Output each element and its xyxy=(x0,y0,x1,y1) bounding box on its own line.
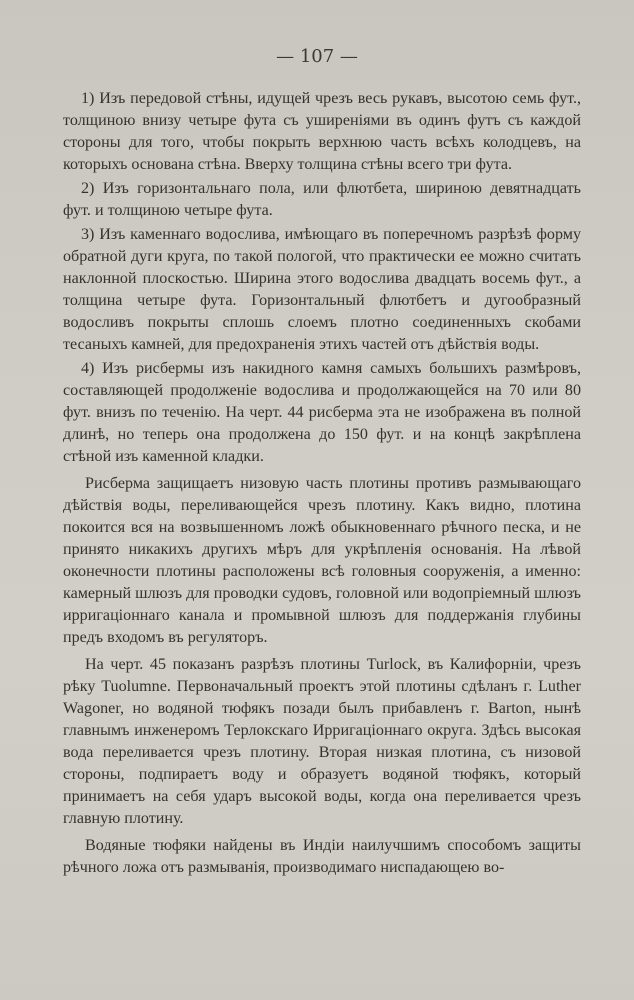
paragraph-item-1: 1) Изъ передовой стѣны, идущей чрезъ весь рукавъ, высотою семь фут., толщиною внизу четыре фута съ уширеніями въ одинъ футъ съ каждой стороны для того, чтобы покрыть верхнюю часть всѣхъ колодцевъ, на которыхъ основана стѣна. Вверху толщина стѣны всего три фута. xyxy=(63,90,581,173)
paragraph-item-3: 3) Изъ каменнаго водослива, имѣющаго въ поперечномъ разрѣзѣ форму обратной дуги круга, по такой пологой, что практически ее можно считать наклонной плоскостью. Ширина этого водослива двадцать восемь фут., а толщина четыре фута. Горизонтальный флютбетъ и дугообразный водосливъ покрыты сплошь слоемъ плотно соединенныхъ скобами тесаныхъ камней, для предохраненія этихъ частей отъ дѣйствія воды. xyxy=(63,226,581,353)
paragraph-water-cushions: Водяные тюфяки найдены въ Индіи наилучшимъ способомъ защиты рѣчного ложа отъ размыванія, производимаго ниспадающею во- xyxy=(63,837,581,876)
paragraph-item-4: 4) Изъ рисбермы изъ накидного камня самыхъ большихъ размѣровъ, составляющей продолженіе водослива и продолжающейся на 70 или 80 фут. внизъ по теченію. На черт. 44 рисберма эта не изображена въ полной длинѣ, но теперь она продолжена до 150 фут. и на концѣ закрѣплена стѣной изъ каменной кладки. xyxy=(63,360,581,465)
paragraph-risberma: Рисберма защищаетъ низовую часть плотины противъ размывающаго дѣйствія воды, переливающейся чрезъ плотину. Какъ видно, плотина покоится вся на возвышенномъ ложѣ обыкновеннаго рѣчного песка, и не принято никакихъ другихъ мѣръ для укрѣпленія основанія. На лѣвой оконечности плотины расположены всѣ головныя сооруженія, а именно: камерный шлюзъ для проводки судовъ, головной или водопріемный шлюзъ ирригаціоннаго канала и промывной шлюзъ для поддержанія глубины предъ входомъ въ регуляторъ. xyxy=(63,475,581,646)
paragraph-item-2: 2) Изъ горизонтальнаго пола, или флютбета, шириною девятнадцать фут. и толщиною четыре фута. xyxy=(63,180,581,219)
page-body xyxy=(63,88,581,881)
paragraph-turlock-dam: На черт. 45 показанъ разрѣзъ плотины Turlock, въ Калифорніи, чрезъ рѣку Tuolumne. Первоначальный проектъ этой плотины сдѣланъ г. Luther Wagoner, но водяной тюфякъ позади былъ прибавленъ г. Barton, нынѣ главнымъ инженеромъ Терлокскаго Ирригаціоннаго округа. Здѣсь высокая вода переливается чрезъ плотину. Вторая низкая плотина, съ низовой стороны, подпираетъ воду и образуетъ водяной тюфякъ, который принимаетъ на себя ударъ высокой воды, когда она переливается чрезъ главную плотину. xyxy=(63,656,581,827)
page-number: — 107 — xyxy=(276,46,358,67)
